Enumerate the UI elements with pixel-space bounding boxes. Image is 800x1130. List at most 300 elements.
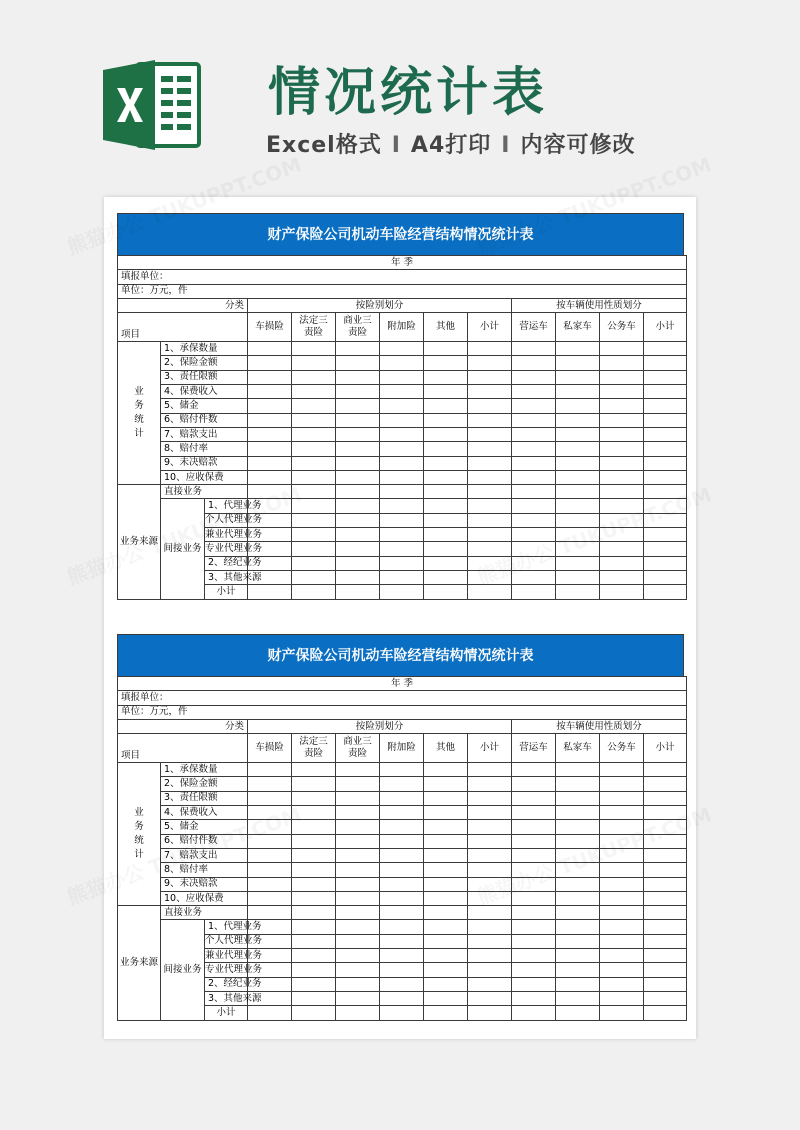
data-cell[interactable] [380, 820, 424, 834]
data-cell[interactable] [380, 777, 424, 791]
data-cell[interactable] [248, 863, 292, 877]
data-cell[interactable] [512, 399, 556, 413]
data-cell[interactable] [644, 963, 687, 977]
data-cell[interactable] [644, 356, 687, 370]
data-cell[interactable] [644, 385, 687, 399]
data-cell[interactable] [512, 370, 556, 384]
data-cell[interactable] [512, 906, 556, 920]
data-cell[interactable] [336, 834, 380, 848]
data-cell[interactable] [644, 585, 687, 599]
data-cell[interactable] [556, 356, 600, 370]
data-cell[interactable] [336, 499, 380, 513]
data-cell[interactable] [292, 906, 336, 920]
data-cell[interactable] [468, 820, 512, 834]
data-cell[interactable] [380, 991, 424, 1005]
data-cell[interactable] [380, 934, 424, 948]
data-cell[interactable] [512, 977, 556, 991]
data-cell[interactable] [644, 442, 687, 456]
data-cell[interactable] [292, 342, 336, 356]
data-cell[interactable] [292, 470, 336, 484]
data-cell[interactable] [380, 370, 424, 384]
data-cell[interactable] [644, 949, 687, 963]
data-cell[interactable] [380, 456, 424, 470]
data-cell[interactable] [248, 413, 292, 427]
data-cell[interactable] [600, 370, 644, 384]
data-cell[interactable] [644, 791, 687, 805]
data-cell[interactable] [336, 820, 380, 834]
data-cell[interactable] [556, 427, 600, 441]
data-cell[interactable] [424, 342, 468, 356]
data-cell[interactable] [292, 556, 336, 570]
data-cell[interactable] [380, 528, 424, 542]
data-cell[interactable] [600, 399, 644, 413]
data-cell[interactable] [248, 427, 292, 441]
data-cell[interactable] [556, 777, 600, 791]
data-cell[interactable] [336, 991, 380, 1005]
data-cell[interactable] [600, 342, 644, 356]
data-cell[interactable] [468, 442, 512, 456]
data-cell[interactable] [424, 820, 468, 834]
data-cell[interactable] [556, 470, 600, 484]
data-cell[interactable] [512, 513, 556, 527]
data-cell[interactable] [424, 413, 468, 427]
data-cell[interactable] [336, 385, 380, 399]
data-cell[interactable] [600, 891, 644, 905]
data-cell[interactable] [600, 791, 644, 805]
data-cell[interactable] [292, 456, 336, 470]
data-cell[interactable] [468, 513, 512, 527]
data-cell[interactable] [292, 763, 336, 777]
data-cell[interactable] [644, 342, 687, 356]
data-cell[interactable] [336, 963, 380, 977]
data-cell[interactable] [468, 356, 512, 370]
data-cell[interactable] [556, 342, 600, 356]
data-cell[interactable] [556, 934, 600, 948]
data-cell[interactable] [336, 399, 380, 413]
data-cell[interactable] [380, 585, 424, 599]
data-cell[interactable] [600, 991, 644, 1005]
data-cell[interactable] [292, 834, 336, 848]
period-cell[interactable]: 年 季 [118, 256, 687, 270]
data-cell[interactable] [380, 863, 424, 877]
data-cell[interactable] [248, 385, 292, 399]
data-cell[interactable] [424, 977, 468, 991]
data-cell[interactable] [248, 399, 292, 413]
data-cell[interactable] [248, 442, 292, 456]
data-cell[interactable] [292, 777, 336, 791]
data-cell[interactable] [424, 906, 468, 920]
data-cell[interactable] [424, 528, 468, 542]
data-cell[interactable] [600, 877, 644, 891]
data-cell[interactable] [292, 934, 336, 948]
data-cell[interactable] [644, 570, 687, 584]
data-cell[interactable] [248, 370, 292, 384]
data-cell[interactable] [292, 848, 336, 862]
data-cell[interactable] [512, 413, 556, 427]
data-cell[interactable] [468, 777, 512, 791]
data-cell[interactable] [424, 456, 468, 470]
data-cell[interactable] [292, 442, 336, 456]
data-cell[interactable] [336, 427, 380, 441]
data-cell[interactable] [424, 777, 468, 791]
data-cell[interactable] [556, 906, 600, 920]
data-cell[interactable] [644, 542, 687, 556]
data-cell[interactable] [600, 906, 644, 920]
data-cell[interactable] [644, 848, 687, 862]
data-cell[interactable] [644, 370, 687, 384]
data-cell[interactable] [600, 427, 644, 441]
data-cell[interactable] [468, 499, 512, 513]
data-cell[interactable] [424, 385, 468, 399]
data-cell[interactable] [248, 342, 292, 356]
data-cell[interactable] [600, 570, 644, 584]
data-cell[interactable] [292, 570, 336, 584]
data-cell[interactable] [336, 456, 380, 470]
data-cell[interactable] [424, 806, 468, 820]
data-cell[interactable] [248, 906, 292, 920]
data-cell[interactable] [512, 356, 556, 370]
data-cell[interactable] [380, 763, 424, 777]
data-cell[interactable] [512, 342, 556, 356]
data-cell[interactable] [292, 863, 336, 877]
data-cell[interactable] [644, 863, 687, 877]
data-cell[interactable] [292, 370, 336, 384]
data-cell[interactable] [336, 342, 380, 356]
data-cell[interactable] [468, 763, 512, 777]
data-cell[interactable] [512, 820, 556, 834]
data-cell[interactable] [336, 777, 380, 791]
data-cell[interactable] [336, 542, 380, 556]
data-cell[interactable] [468, 1006, 512, 1020]
data-cell[interactable] [336, 485, 380, 499]
data-cell[interactable] [380, 977, 424, 991]
data-cell[interactable] [512, 385, 556, 399]
data-cell[interactable] [292, 413, 336, 427]
data-cell[interactable] [292, 399, 336, 413]
data-cell[interactable] [380, 356, 424, 370]
data-cell[interactable] [644, 920, 687, 934]
data-cell[interactable] [512, 427, 556, 441]
data-cell[interactable] [292, 791, 336, 805]
data-cell[interactable] [380, 963, 424, 977]
data-cell[interactable] [512, 585, 556, 599]
data-cell[interactable] [380, 848, 424, 862]
data-cell[interactable] [600, 556, 644, 570]
data-cell[interactable] [600, 485, 644, 499]
data-cell[interactable] [512, 791, 556, 805]
data-cell[interactable] [600, 356, 644, 370]
data-cell[interactable] [336, 1006, 380, 1020]
data-cell[interactable] [600, 456, 644, 470]
data-cell[interactable] [512, 1006, 556, 1020]
data-cell[interactable] [380, 485, 424, 499]
data-cell[interactable] [556, 1006, 600, 1020]
data-cell[interactable] [336, 763, 380, 777]
data-cell[interactable] [336, 906, 380, 920]
period-cell[interactable]: 年 季 [118, 677, 687, 691]
data-cell[interactable] [556, 991, 600, 1005]
data-cell[interactable] [292, 977, 336, 991]
data-cell[interactable] [600, 442, 644, 456]
data-cell[interactable] [644, 891, 687, 905]
data-cell[interactable] [336, 585, 380, 599]
data-cell[interactable] [336, 791, 380, 805]
data-cell[interactable] [644, 877, 687, 891]
data-cell[interactable] [380, 413, 424, 427]
data-cell[interactable] [468, 528, 512, 542]
data-cell[interactable] [424, 485, 468, 499]
data-cell[interactable] [336, 356, 380, 370]
data-cell[interactable] [512, 934, 556, 948]
data-cell[interactable] [556, 385, 600, 399]
data-cell[interactable] [600, 777, 644, 791]
data-cell[interactable] [248, 356, 292, 370]
data-cell[interactable] [424, 1006, 468, 1020]
data-cell[interactable] [556, 485, 600, 499]
data-cell[interactable] [556, 442, 600, 456]
data-cell[interactable] [424, 877, 468, 891]
data-cell[interactable] [600, 1006, 644, 1020]
data-cell[interactable] [380, 470, 424, 484]
data-cell[interactable] [248, 891, 292, 905]
data-cell[interactable] [600, 585, 644, 599]
data-cell[interactable] [424, 427, 468, 441]
data-cell[interactable] [380, 499, 424, 513]
data-cell[interactable] [468, 848, 512, 862]
data-cell[interactable] [468, 834, 512, 848]
data-cell[interactable] [424, 991, 468, 1005]
data-cell[interactable] [556, 820, 600, 834]
data-cell[interactable] [644, 528, 687, 542]
data-cell[interactable] [644, 470, 687, 484]
data-cell[interactable] [512, 499, 556, 513]
data-cell[interactable] [336, 528, 380, 542]
data-cell[interactable] [336, 413, 380, 427]
data-cell[interactable] [512, 991, 556, 1005]
data-cell[interactable] [248, 456, 292, 470]
data-cell[interactable] [380, 877, 424, 891]
data-cell[interactable] [380, 385, 424, 399]
data-cell[interactable] [644, 777, 687, 791]
data-cell[interactable] [336, 442, 380, 456]
data-cell[interactable] [292, 963, 336, 977]
data-cell[interactable] [468, 485, 512, 499]
unit-cell[interactable]: 单位：万元，件 [118, 705, 687, 719]
data-cell[interactable] [644, 399, 687, 413]
data-cell[interactable] [336, 949, 380, 963]
data-cell[interactable] [556, 499, 600, 513]
data-cell[interactable] [336, 977, 380, 991]
reporting-unit-cell[interactable]: 填报单位： [118, 691, 687, 705]
reporting-unit-cell[interactable]: 填报单位： [118, 270, 687, 284]
data-cell[interactable] [644, 427, 687, 441]
data-cell[interactable] [644, 906, 687, 920]
data-cell[interactable] [556, 399, 600, 413]
data-cell[interactable] [600, 934, 644, 948]
data-cell[interactable] [644, 991, 687, 1005]
data-cell[interactable] [468, 920, 512, 934]
data-cell[interactable] [424, 556, 468, 570]
data-cell[interactable] [468, 806, 512, 820]
data-cell[interactable] [424, 920, 468, 934]
data-cell[interactable] [292, 991, 336, 1005]
data-cell[interactable] [380, 513, 424, 527]
data-cell[interactable] [556, 585, 600, 599]
data-cell[interactable] [424, 570, 468, 584]
data-cell[interactable] [600, 763, 644, 777]
data-cell[interactable] [380, 542, 424, 556]
data-cell[interactable] [380, 556, 424, 570]
data-cell[interactable] [556, 806, 600, 820]
data-cell[interactable] [336, 556, 380, 570]
data-cell[interactable] [336, 570, 380, 584]
data-cell[interactable] [336, 934, 380, 948]
data-cell[interactable] [556, 570, 600, 584]
data-cell[interactable] [336, 863, 380, 877]
data-cell[interactable] [424, 891, 468, 905]
data-cell[interactable] [644, 763, 687, 777]
data-cell[interactable] [600, 920, 644, 934]
data-cell[interactable] [644, 977, 687, 991]
data-cell[interactable] [468, 470, 512, 484]
data-cell[interactable] [248, 848, 292, 862]
data-cell[interactable] [292, 920, 336, 934]
data-cell[interactable] [556, 977, 600, 991]
data-cell[interactable] [512, 777, 556, 791]
data-cell[interactable] [424, 949, 468, 963]
data-cell[interactable] [380, 442, 424, 456]
data-cell[interactable] [556, 370, 600, 384]
data-cell[interactable] [468, 791, 512, 805]
data-cell[interactable] [424, 442, 468, 456]
data-cell[interactable] [468, 977, 512, 991]
unit-cell[interactable]: 单位：万元，件 [118, 284, 687, 298]
data-cell[interactable] [556, 949, 600, 963]
data-cell[interactable] [512, 442, 556, 456]
data-cell[interactable] [380, 806, 424, 820]
data-cell[interactable] [248, 777, 292, 791]
data-cell[interactable] [600, 470, 644, 484]
data-cell[interactable] [556, 963, 600, 977]
data-cell[interactable] [556, 791, 600, 805]
data-cell[interactable] [468, 427, 512, 441]
data-cell[interactable] [380, 834, 424, 848]
data-cell[interactable] [600, 385, 644, 399]
data-cell[interactable] [424, 863, 468, 877]
data-cell[interactable] [292, 427, 336, 441]
data-cell[interactable] [292, 385, 336, 399]
data-cell[interactable] [336, 877, 380, 891]
data-cell[interactable] [292, 891, 336, 905]
data-cell[interactable] [468, 991, 512, 1005]
data-cell[interactable] [336, 370, 380, 384]
data-cell[interactable] [468, 413, 512, 427]
data-cell[interactable] [336, 513, 380, 527]
data-cell[interactable] [336, 920, 380, 934]
data-cell[interactable] [512, 470, 556, 484]
data-cell[interactable] [424, 470, 468, 484]
data-cell[interactable] [424, 963, 468, 977]
data-cell[interactable] [248, 585, 292, 599]
data-cell[interactable] [644, 1006, 687, 1020]
data-cell[interactable] [644, 456, 687, 470]
data-cell[interactable] [380, 399, 424, 413]
data-cell[interactable] [292, 949, 336, 963]
data-cell[interactable] [644, 934, 687, 948]
data-cell[interactable] [468, 456, 512, 470]
data-cell[interactable] [424, 834, 468, 848]
data-cell[interactable] [600, 806, 644, 820]
data-cell[interactable] [512, 834, 556, 848]
data-cell[interactable] [380, 427, 424, 441]
data-cell[interactable] [380, 342, 424, 356]
data-cell[interactable] [424, 356, 468, 370]
data-cell[interactable] [292, 585, 336, 599]
data-cell[interactable] [292, 513, 336, 527]
data-cell[interactable] [424, 763, 468, 777]
data-cell[interactable] [380, 949, 424, 963]
data-cell[interactable] [556, 920, 600, 934]
data-cell[interactable] [292, 528, 336, 542]
data-cell[interactable] [468, 399, 512, 413]
data-cell[interactable] [512, 763, 556, 777]
data-cell[interactable] [380, 891, 424, 905]
data-cell[interactable] [512, 456, 556, 470]
data-cell[interactable] [644, 556, 687, 570]
data-cell[interactable] [556, 456, 600, 470]
data-cell[interactable] [468, 949, 512, 963]
data-cell[interactable] [424, 848, 468, 862]
data-cell[interactable] [292, 877, 336, 891]
data-cell[interactable] [380, 920, 424, 934]
data-cell[interactable] [556, 891, 600, 905]
data-cell[interactable] [468, 963, 512, 977]
data-cell[interactable] [336, 848, 380, 862]
data-cell[interactable] [424, 370, 468, 384]
data-cell[interactable] [380, 791, 424, 805]
data-cell[interactable] [248, 763, 292, 777]
data-cell[interactable] [600, 413, 644, 427]
data-cell[interactable] [468, 385, 512, 399]
data-cell[interactable] [512, 920, 556, 934]
data-cell[interactable] [424, 542, 468, 556]
data-cell[interactable] [292, 1006, 336, 1020]
data-cell[interactable] [512, 806, 556, 820]
data-cell[interactable] [248, 877, 292, 891]
data-cell[interactable] [556, 763, 600, 777]
data-cell[interactable] [292, 356, 336, 370]
data-cell[interactable] [468, 342, 512, 356]
data-cell[interactable] [380, 570, 424, 584]
data-cell[interactable] [468, 370, 512, 384]
data-cell[interactable] [512, 949, 556, 963]
data-cell[interactable] [600, 949, 644, 963]
data-cell[interactable] [336, 891, 380, 905]
data-cell[interactable] [424, 791, 468, 805]
data-cell[interactable] [424, 499, 468, 513]
data-cell[interactable] [292, 542, 336, 556]
data-cell[interactable] [336, 470, 380, 484]
data-cell[interactable] [512, 963, 556, 977]
data-cell[interactable] [424, 399, 468, 413]
data-cell[interactable] [600, 977, 644, 991]
data-cell[interactable] [468, 934, 512, 948]
data-cell[interactable] [336, 806, 380, 820]
data-cell[interactable] [380, 906, 424, 920]
data-cell[interactable] [248, 1006, 292, 1020]
data-cell[interactable] [556, 413, 600, 427]
data-cell[interactable] [424, 934, 468, 948]
